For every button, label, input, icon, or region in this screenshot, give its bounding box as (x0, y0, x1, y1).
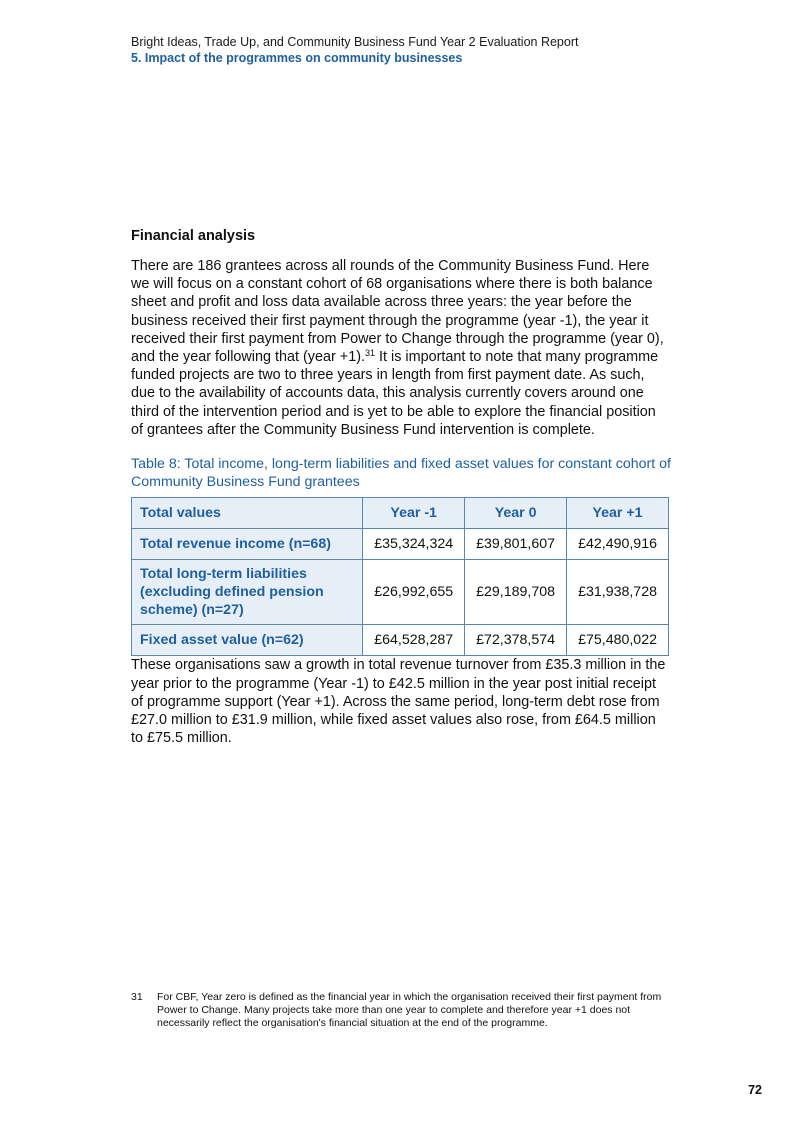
table-row (132, 625, 669, 656)
header-year-plus-1: Year +1 (567, 498, 669, 529)
page-number: 72 (748, 1083, 762, 1097)
table-caption: Table 8: Total income, long-term liabilities and fixed asset values for constant cohort of Community Business Fund grantees (131, 456, 671, 491)
intro-text-part2: It is important to note that many programme funded projects are two to three years in length from first payment date. As such, due to the availability of accounts data, this analysis currently covers around one third of the intervention period and is yet to be able to explore the financial position of grantees after the Community Business Fund intervention is complete. (131, 349, 659, 438)
intro-paragraph (131, 257, 671, 439)
intro-text-part1: There are 186 grantees across all rounds of the Community Business Fund. Here we will focus on a constant cohort of 68 organisations where there is both balance sheet and profit and loss data available across three years: the year before the business received their first payment through the programme (year -1), the year it received their first payment from Power to Change through the programme (year 0), and the year following that (year +1). (131, 258, 664, 366)
table-cell: £35,324,324 (363, 529, 465, 560)
section-heading: Financial analysis (131, 228, 256, 244)
table-row (132, 529, 669, 560)
footnote-number: 31 (131, 991, 143, 1003)
row-label: Total revenue income (n=68) (132, 529, 363, 560)
table-cell: £75,480,022 (567, 625, 669, 656)
header-year-minus-1: Year -1 (363, 498, 465, 529)
section-title: 5. Impact of the programmes on community businesses (131, 50, 463, 65)
table-cell: £42,490,916 (567, 529, 669, 560)
footnote (131, 991, 676, 1029)
header-total-values: Total values (132, 498, 363, 529)
table-cell: £39,801,607 (465, 529, 567, 560)
table-cell: £29,189,708 (465, 560, 567, 625)
table-cell: £64,528,287 (363, 625, 465, 656)
footnote-text: For CBF, Year zero is defined as the financial year in which the organisation received their first payment from Power to Change. Many projects take more than one year to complete and therefore year +1 does not necessarily reflect the organisation's financial situation at the end of the programme. (157, 991, 662, 1029)
financial-table (131, 497, 669, 656)
main-content (131, 227, 671, 747)
table-cell: £31,938,728 (567, 560, 669, 625)
table-cell: £72,378,574 (465, 625, 567, 656)
footnote-ref[interactable]: 31 (364, 348, 375, 359)
report-title: Bright Ideas, Trade Up, and Community Business Fund Year 2 Evaluation Report (131, 35, 579, 49)
table-cell: £26,992,655 (363, 560, 465, 625)
table-row (132, 560, 669, 625)
header-year-0: Year 0 (465, 498, 567, 529)
row-label: Fixed asset value (n=62) (132, 625, 363, 656)
summary-paragraph: These organisations saw a growth in total revenue turnover from £35.3 million in the year prior to the programme (Year -1) to £42.5 million in the year post initial receipt of programme support (Year +1). Across the same period, long-term debt rose from £27.0 million to £31.9 million, while fixed asset values also rose, from £64.5 million to £75.5 million. (131, 657, 666, 747)
table-header-row (132, 498, 669, 529)
running-header (131, 35, 578, 66)
row-label: Total long-term liabilities (excluding defined pension scheme) (n=27) (132, 560, 363, 625)
